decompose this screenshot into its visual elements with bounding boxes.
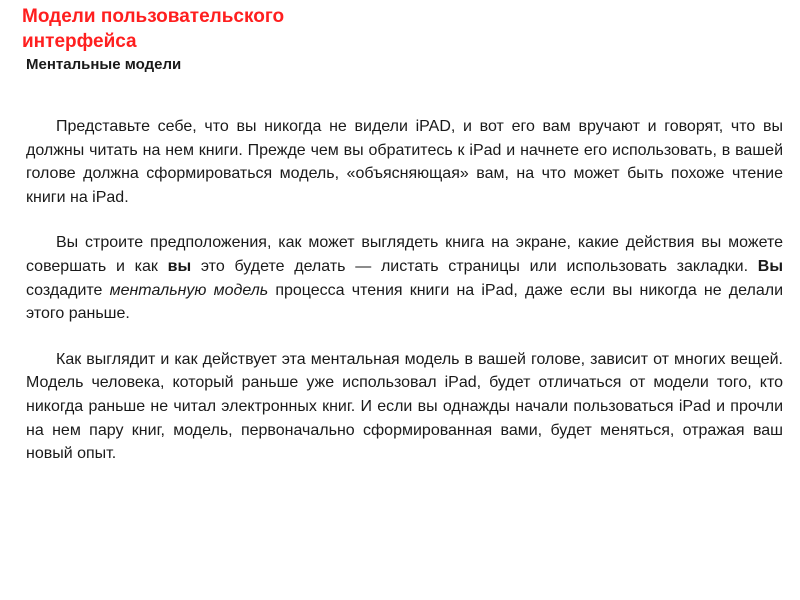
paragraph-2-bold-2: Вы (757, 257, 784, 275)
section-subtitle: Ментальные модели (26, 56, 182, 73)
paragraph-2-text-4: процесса чтения книги на iPad, даже если вы никогда не делали этого раньше. (26, 281, 784, 323)
paragraph-2-text-2: это будете делать — листать страницы или использовать закладки. (191, 257, 758, 275)
paragraph-2 (26, 231, 783, 325)
paragraph-2-italic-term: ментальную модель (109, 281, 269, 299)
paragraph-1: Представьте себе, что вы никогда не видели iPAD, и вот его вам вручают и говорят, что вы должны читать на нем книги. Прежде чем вы обратитесь к iPad и начнете его использовать, в вашей голове должна сформироваться модель, «объясняющая» вам, на что может быть похоже чтение книги на iPad. (26, 118, 783, 206)
paragraph-2-text-3: создадите (26, 281, 110, 299)
slide-title: Модели пользовательского интерфейса (22, 6, 285, 52)
paragraph-2-text-1: Вы строите предположения, как может выглядеть книга на экране, какие действия вы можете совершать и как (26, 234, 783, 275)
paragraph-2-bold-1: вы (167, 257, 192, 275)
paragraph-3: Как выглядит и как действует эта ментальная модель в вашей голове, зависит от многих вещей. Модель человека, который раньше уже использовал iPad, будет отличаться от модели того, кто никогда раньше не читал электронных книг. И если вы однажды начали пользоваться iPad и прочли на нем пару книг, модель, первоначально сформированная вами, будет меняться, отражая ваш новый опыт. (26, 350, 783, 463)
body-text (26, 115, 783, 488)
